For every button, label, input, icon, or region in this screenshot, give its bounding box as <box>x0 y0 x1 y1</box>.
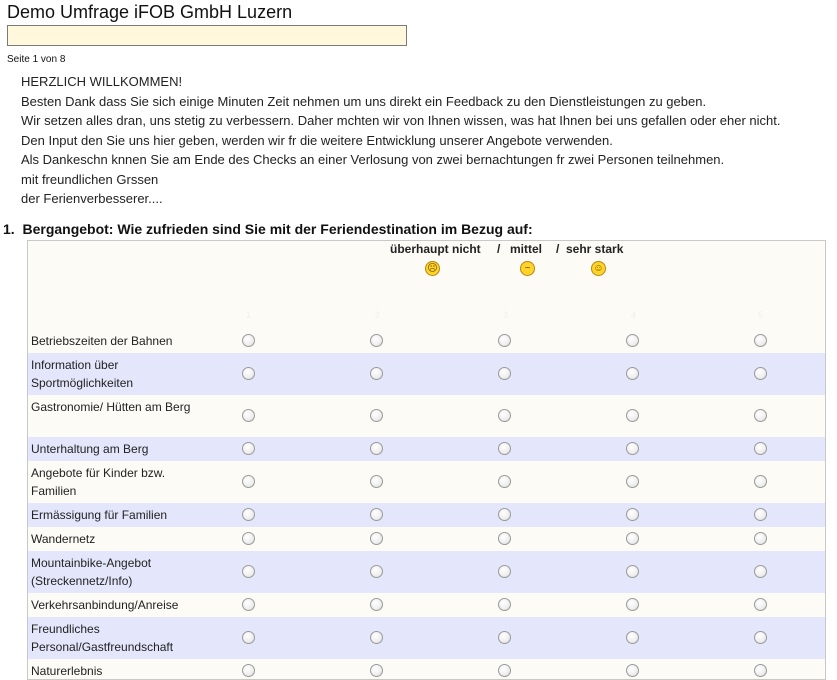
rating-matrix <box>27 240 826 680</box>
rating-radio-2[interactable] <box>370 508 383 521</box>
rating-radio-1[interactable] <box>242 442 255 455</box>
rating-radio-4[interactable] <box>626 475 639 488</box>
column-value-4: 4 <box>631 310 637 320</box>
intro-line: mit freundlichen Grssen <box>21 171 159 187</box>
title-input-field[interactable] <box>7 25 407 46</box>
row-label: Ermässigung für Familien <box>31 508 168 522</box>
matrix-row <box>28 593 825 617</box>
row-label: Wandernetz <box>31 532 96 546</box>
rating-radio-2[interactable] <box>370 409 383 422</box>
rating-radio-5[interactable] <box>754 442 767 455</box>
matrix-row <box>28 437 825 461</box>
intro-text <box>21 72 780 209</box>
rating-radio-4[interactable] <box>626 664 639 677</box>
scale-label-high: sehr stark <box>566 242 624 256</box>
intro-line: HERZLICH WILLKOMMEN! <box>21 74 183 89</box>
rating-radio-3[interactable] <box>498 367 511 380</box>
rating-radio-5[interactable] <box>754 664 767 677</box>
column-value-1: 1 <box>246 310 252 320</box>
rating-radio-2[interactable] <box>370 598 383 611</box>
row-label: Information über Sportmöglichkeiten <box>31 358 134 390</box>
rating-radio-3[interactable] <box>498 565 511 578</box>
rating-radio-2[interactable] <box>370 367 383 380</box>
rating-radio-5[interactable] <box>754 598 767 611</box>
matrix-row <box>28 659 825 680</box>
rating-radio-2[interactable] <box>370 334 383 347</box>
matrix-row <box>28 329 825 353</box>
rating-radio-3[interactable] <box>498 631 511 644</box>
row-label: Verkehrsanbindung/Anreise <box>31 598 179 612</box>
row-label: Mountainbike-Angebot (Streckennetz/Info) <box>31 556 152 588</box>
scale-label-mid: mittel <box>510 242 543 256</box>
row-label: Naturerlebnis <box>31 664 103 678</box>
rating-radio-3[interactable] <box>498 508 511 521</box>
rating-radio-5[interactable] <box>754 532 767 545</box>
question-text: Bergangebot: Wie zufrieden sind Sie mit der Feriendestination im Bezug auf: <box>22 221 533 237</box>
rating-radio-1[interactable] <box>242 532 255 545</box>
column-value-2: 2 <box>375 310 381 320</box>
rating-radio-3[interactable] <box>498 664 511 677</box>
matrix-row <box>28 527 825 551</box>
page-indicator: Seite 1 von 8 <box>7 54 66 65</box>
rating-radio-1[interactable] <box>242 508 255 521</box>
scale-header <box>28 241 825 329</box>
survey-title: Demo Umfrage iFOB GmbH Luzern <box>7 2 293 22</box>
matrix-row <box>28 353 825 395</box>
happy-smiley-icon: ☺ <box>591 261 606 276</box>
rating-radio-5[interactable] <box>754 409 767 422</box>
rating-radio-4[interactable] <box>626 532 639 545</box>
intro-line: der Ferienverbesserer.... <box>21 191 163 206</box>
rating-radio-2[interactable] <box>370 442 383 455</box>
rating-radio-1[interactable] <box>242 565 255 578</box>
rating-radio-3[interactable] <box>498 475 511 488</box>
rating-radio-4[interactable] <box>626 598 639 611</box>
rating-radio-4[interactable] <box>626 367 639 380</box>
rating-radio-3[interactable] <box>498 409 511 422</box>
intro-line: Als Dankeschn knnen Sie am Ende des Checks an einer Verlosung von zwei bernachtungen fr zwei Personen teilnehmen. <box>21 152 725 167</box>
column-value-3: 3 <box>503 310 509 320</box>
matrix-row <box>28 461 825 503</box>
neutral-smiley-icon: ~ <box>520 261 535 276</box>
rating-radio-4[interactable] <box>626 631 639 644</box>
rating-radio-2[interactable] <box>370 475 383 488</box>
rating-radio-4[interactable] <box>626 409 639 422</box>
rating-radio-1[interactable] <box>242 409 255 422</box>
rating-radio-4[interactable] <box>626 565 639 578</box>
intro-line: Wir setzen alles dran, uns stetig zu verbessern. Daher mchten wir von Ihnen wissen, was hat Ihnen bei uns gefallen oder eher nicht. <box>21 113 781 128</box>
rating-radio-3[interactable] <box>498 598 511 611</box>
rating-radio-4[interactable] <box>626 508 639 521</box>
row-label: Betriebszeiten der Bahnen <box>31 334 173 348</box>
row-label: Gastronomie/ Hütten am Berg <box>31 400 191 414</box>
row-label: Unterhaltung am Berg <box>31 442 149 456</box>
rating-radio-1[interactable] <box>242 475 255 488</box>
rating-radio-5[interactable] <box>754 475 767 488</box>
matrix-row <box>28 551 825 593</box>
matrix-row <box>28 503 825 527</box>
rating-radio-2[interactable] <box>370 631 383 644</box>
rating-radio-3[interactable] <box>498 334 511 347</box>
rating-radio-5[interactable] <box>754 631 767 644</box>
matrix-row <box>28 617 825 659</box>
column-value-5: 5 <box>758 310 764 320</box>
row-label: Freundliches Personal/Gastfreundschaft <box>31 622 174 654</box>
rating-radio-2[interactable] <box>370 664 383 677</box>
sad-smiley-icon: ☹ <box>425 261 440 276</box>
scale-label-low: überhaupt nicht <box>390 242 481 256</box>
intro-line: Besten Dank dass Sie sich einige Minuten Zeit nehmen um uns direkt ein Feedback zu den Dienstleistungen zu geben. <box>21 93 707 109</box>
rating-radio-5[interactable] <box>754 565 767 578</box>
row-label: Angebote für Kinder bzw. Familien <box>31 466 166 498</box>
rating-radio-1[interactable] <box>242 367 255 380</box>
rating-radio-3[interactable] <box>498 532 511 545</box>
rating-radio-3[interactable] <box>498 442 511 455</box>
rating-radio-1[interactable] <box>242 631 255 644</box>
rating-radio-4[interactable] <box>626 334 639 347</box>
rating-radio-2[interactable] <box>370 532 383 545</box>
rating-radio-1[interactable] <box>242 664 255 677</box>
rating-radio-5[interactable] <box>754 508 767 521</box>
rating-radio-5[interactable] <box>754 334 767 347</box>
rating-radio-2[interactable] <box>370 565 383 578</box>
question-number: 1. <box>3 221 15 237</box>
intro-line: Den Input den Sie uns hier geben, werden wir fr die weitere Entwicklung unserer Angebote verwenden. <box>21 132 613 148</box>
rating-radio-5[interactable] <box>754 367 767 380</box>
rating-radio-1[interactable] <box>242 598 255 611</box>
rating-radio-1[interactable] <box>242 334 255 347</box>
matrix-row <box>28 395 825 437</box>
rating-radio-4[interactable] <box>626 442 639 455</box>
scale-separator: / <box>556 242 560 256</box>
scale-separator: / <box>497 242 501 256</box>
question-title <box>3 221 533 237</box>
